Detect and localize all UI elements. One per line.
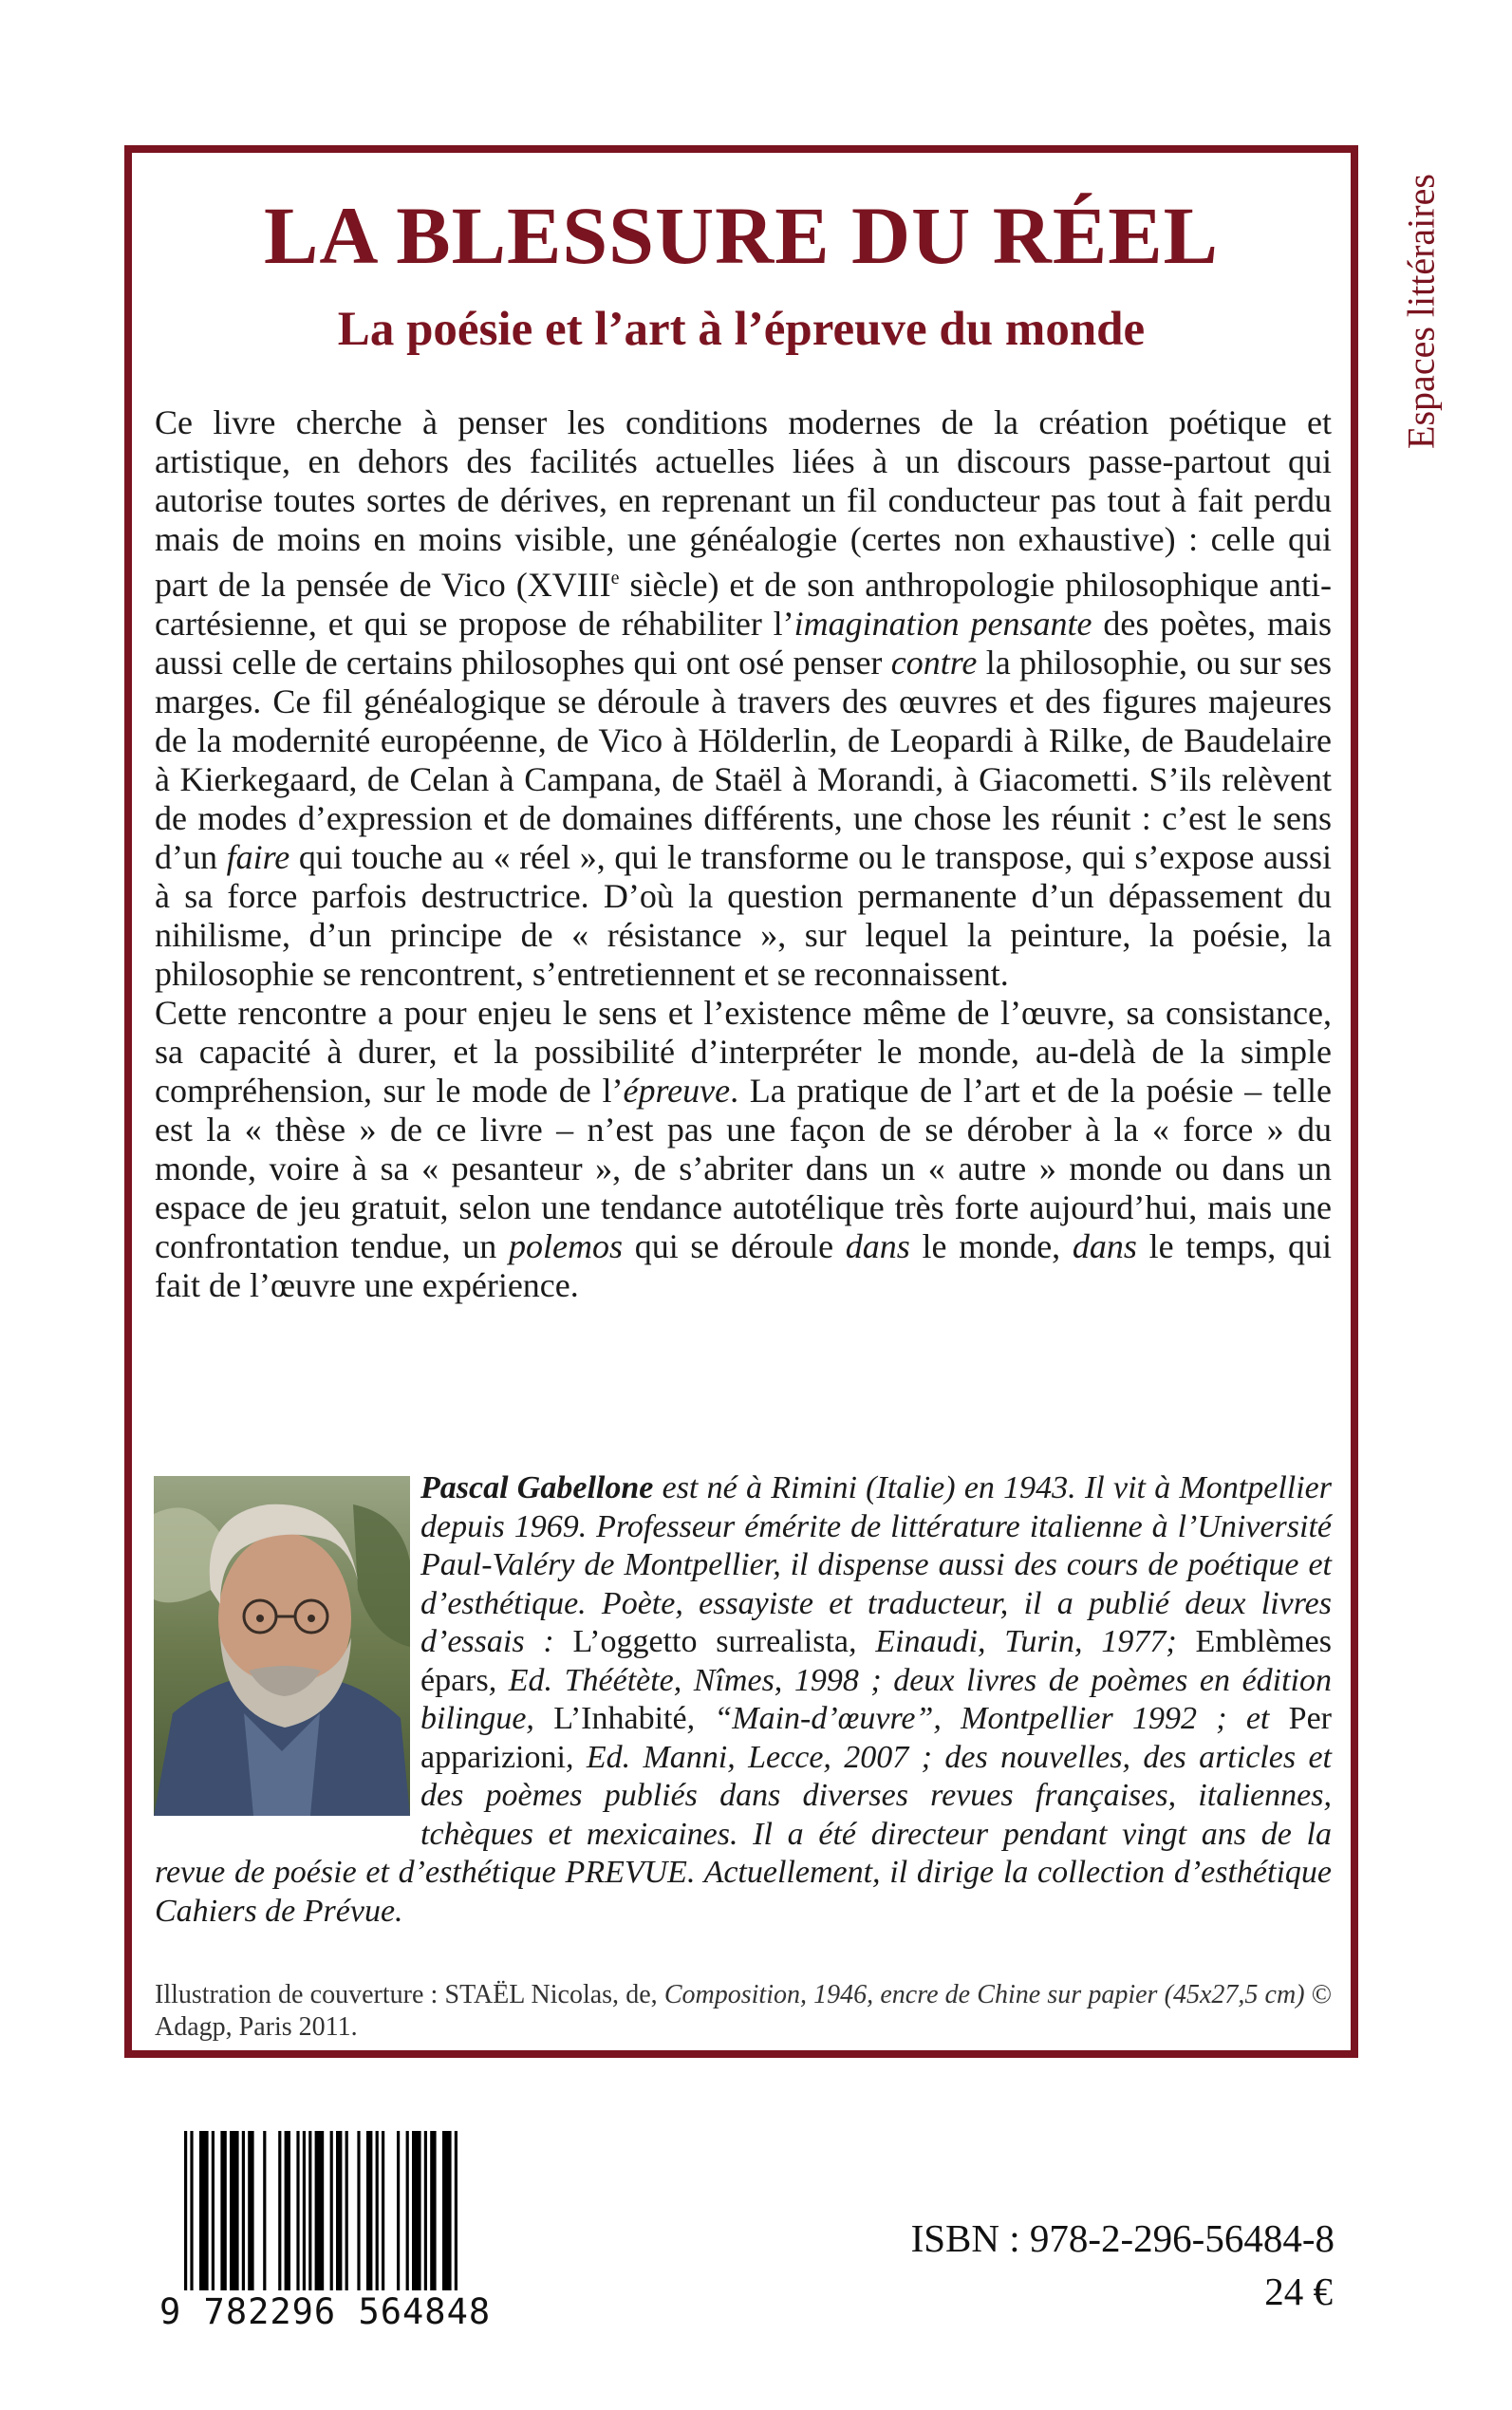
barcode-bar (212, 2131, 215, 2290)
barcode-bar (397, 2131, 400, 2290)
book-description (155, 403, 1332, 1305)
description-paragraph-2: Cette rencontre a pour enjeu le sens et l’existence même de l’œuvre, sa consistance, sa capacité à durer, et la possibilité d’interpréter le monde, au-delà de la simple compréhension, sur le mode de l’épreuve. La pratique de l’art et de la poésie – telle est la « thèse » de ce livre – n’est pas une façon de se dérober à la « force » du monde, voire à sa « pesanteur », de s’abriter dans un « autre » monde ou dans un espace de jeu gratuit, selon une tendance autotélique très forte aujourd’hui, mais une confrontation tendue, un polemos qui se déroule dans le monde, dans le temps, qui fait de l’œuvre une expérience. (155, 994, 1332, 1304)
series-label (1378, 140, 1464, 482)
barcode-bar (230, 2131, 239, 2290)
barcode-bar (376, 2131, 379, 2290)
barcode-bar (330, 2131, 333, 2290)
barcode-bar (406, 2131, 409, 2290)
barcode-bar (430, 2131, 436, 2290)
barcode-bar (248, 2131, 253, 2290)
work-title: L’oggetto surrealista (572, 1624, 849, 1659)
barcode-bar (382, 2131, 384, 2290)
barcode-bar (345, 2131, 348, 2290)
barcode-bar (296, 2131, 299, 2290)
description-paragraph-1: Ce livre cherche à penser les conditions modernes de la création poétique et artistique, en dehors des facilités actuelles liées à un discours passe-partout qui autorise toutes sortes de dérives, en reprenant un fil conducteur pas tout à fait perdu mais de moins en moins visible, une généalogie (certes non exhaustive) : celle qui part de la pensée de Vico (XVIIIe siècle) et de son anthropologie philosophique anti-cartésienne, et qui se propose de réhabiliter l’imagination pensante des poètes, mais aussi celle de certains philosophes qui ont osé penser contre la philosophie, ou sur ses marges. Ce fil généalogique se déroule à travers des œuvres et des figures majeures de la modernité européenne, de Vico à Hölderlin, de Leopardi à Rilke, de Baudelaire à Kierkegaard, de Celan à Campana, de Staël à Morandi, à Giacometti. S’ils relèvent de modes d’expression et de domaines différents, une chose les réunit : c’est le sens d’un faire qui touche au « réel », qui le transforme ou le transpose, qui s’expose aussi à sa force parfois destructrice. D’où la question permanente d’un dépassement du nihilisme, d’un principe de « résistance », sur lequel la peinture, la poésie, la philosophie se rencontrent, s’entretiennent et se reconnaissent. (155, 403, 1332, 993)
barcode-bar (285, 2131, 290, 2290)
barcode-bar (190, 2131, 193, 2290)
barcode-bar (357, 2131, 360, 2290)
book-subtitle: La poésie et l’art à l’épreuve du monde (337, 303, 1146, 356)
author-name: Pascal Gabellone (420, 1470, 654, 1505)
barcode-bar (412, 2131, 421, 2290)
cover-illustration-credit: Illustration de couverture : STAËL Nicolas, de, Composition, 1946, encre de Chine sur papier (45x27,5 cm) © Adagp, Paris 2011. (155, 1980, 1332, 2042)
book-title: LA BLESSURE DU RÉEL (264, 190, 1219, 281)
series-name: Espaces littéraires (1399, 174, 1443, 449)
barcode-digits: 9 782296 564848 (159, 2291, 492, 2332)
barcode-bar (184, 2131, 187, 2290)
barcode-bar (308, 2131, 311, 2290)
barcode-bar (199, 2131, 209, 2290)
barcode (159, 2131, 463, 2302)
photo-spacer (155, 1469, 420, 1835)
author-bio: Pascal Gabellone est né à Rimini (Italie) en 1943. Il vit à Montpellier depuis 1969. Professeur émérite de littérature italienne à l’Université Paul-Valéry de Montpellier, il dispense aussi des cours de poétique et d’esthétique. Poète, essayiste et traducteur, il a publié deux livres d’essais : L’oggetto surrealista, Einaudi, Turin, 1977; Emblèmes épars, Ed. Théétète, Nîmes, 1998 ; deux livres de poèmes en édition bilingue, L’Inhabité, “Main-d’œuvre”, Montpellier 1992 ; et Per apparizioni, Ed. Manni, Lecce, 2007 ; des nouvelles, des articles et des poèmes publiés dans diverses revues françaises, italiennes, tchèques et mexicaines. Il a été directeur pendant vingt ans de la revue de poésie et d’esthétique PREVUE. Actuellement, il dirige la collection d’esthétique Cahiers de Prévue. (155, 1470, 1333, 1929)
barcode-bar (263, 2131, 266, 2290)
barcode-bar (424, 2131, 427, 2290)
barcode-bar (315, 2131, 325, 2290)
barcode-bar (220, 2131, 226, 2290)
barcode-bar (303, 2131, 306, 2290)
work-title: Per apparizioni (420, 1701, 1332, 1775)
barcode-bars (159, 2131, 463, 2290)
barcode-bar (366, 2131, 372, 2290)
work-title: L’Inhabité (553, 1701, 687, 1736)
barcode-bar (442, 2131, 452, 2290)
barcode-bar (278, 2131, 281, 2290)
barcode-bar (455, 2131, 457, 2290)
barcode-bar (336, 2131, 342, 2290)
price: 24 € (1264, 2270, 1333, 2313)
barcode-bar (242, 2131, 245, 2290)
isbn: ISBN : 978-2-296-56484-8 (910, 2216, 1335, 2260)
work-title: Emblèmes épars (420, 1624, 1333, 1698)
